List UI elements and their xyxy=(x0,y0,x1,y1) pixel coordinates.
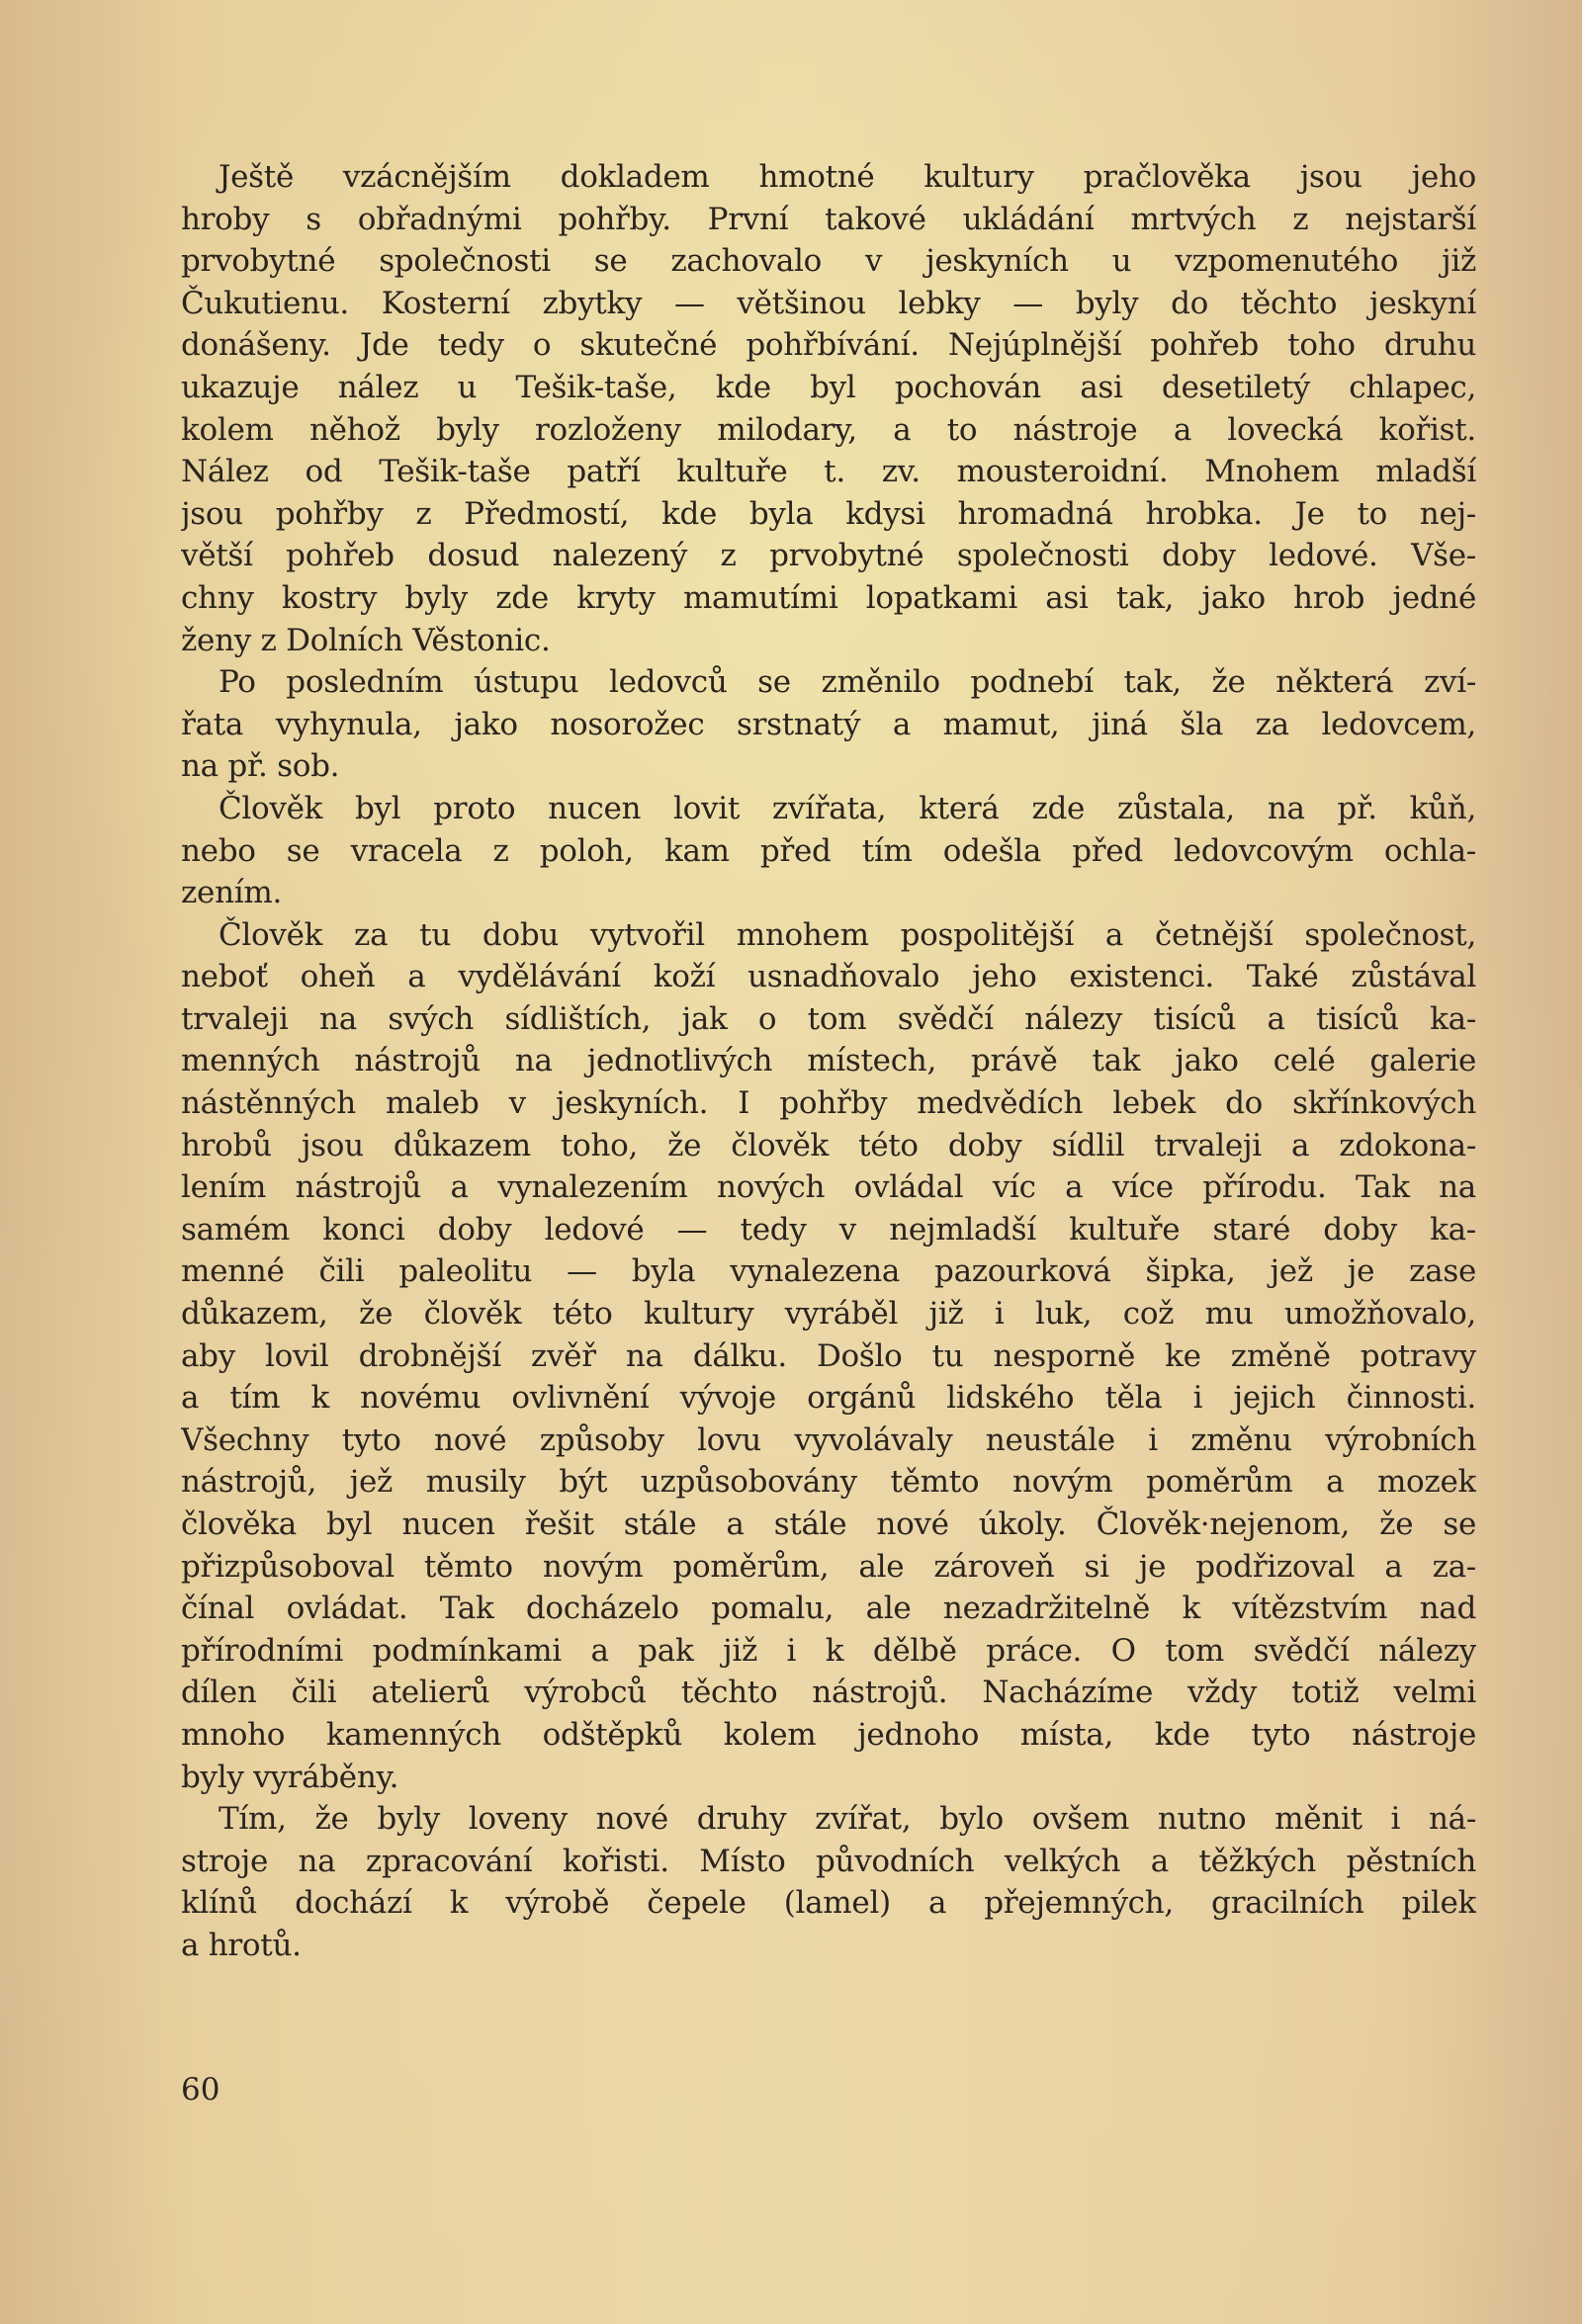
text-line: prvobytné společnosti se zachovalo v jeskyních u vzpomenutého již xyxy=(181,243,1476,280)
text-line: neboť oheň a vydělávání koží usnadňovalo jeho existenci. Také zůstával xyxy=(181,959,1476,995)
paragraph xyxy=(181,914,1476,1798)
text-line: byly vyráběny. xyxy=(181,1759,399,1795)
text-line: kolem něhož byly rozloženy milodary, a to nástroje a lovecká kořist. xyxy=(181,411,1476,448)
text-line: jsou pohřby z Předmostí, kde byla kdysi hromadná hrobka. Je to nej- xyxy=(181,495,1476,532)
text-line: aby lovil drobnější zvěř na dálku. Došlo tu nesporně ke změně potravy xyxy=(181,1337,1476,1374)
text-line: ukazuje nález u Tešik-taše, kde byl pochován asi desetiletý chlapec, xyxy=(181,369,1476,405)
text-line: klínů dochází k výrobě čepele (lamel) a přejemných, gracilních pilek xyxy=(181,1885,1476,1922)
text-line: nástrojů, jež musily být uzpůsobovány těmto novým poměrům a mozek xyxy=(181,1464,1476,1501)
text-line: Člověk byl proto nucen lovit zvířata, která zde zůstala, na př. kůň, xyxy=(219,790,1476,826)
text-line: řata vyhynula, jako nosorožec srstnatý a mamut, jiná šla za ledovcem, xyxy=(181,706,1476,742)
text-line: přírodními podmínkami a pak již i k dělbě práce. O tom svědčí nálezy xyxy=(181,1632,1476,1669)
text-line: Ještě vzácnějším dokladem hmotné kultury pračlověka jsou jeho xyxy=(219,159,1476,195)
text-line: stroje na zpracování kořisti. Místo původních velkých a těžkých pěstních xyxy=(181,1843,1476,1879)
text-line: trvaleji na svých sídlištích, jak o tom svědčí nálezy tisíců a tisíců ka- xyxy=(181,1000,1476,1037)
text-line: Tím, že byly loveny nové druhy zvířat, bylo ovšem nutno měnit i ná- xyxy=(219,1801,1476,1838)
paragraph xyxy=(181,156,1476,661)
text-line: menné čili paleolitu — byla vynalezena pazourková šipka, jež je zase xyxy=(181,1253,1476,1290)
text-line: důkazem, že člověk této kultury vyráběl již i luk, což mu umožňovalo, xyxy=(181,1296,1476,1333)
text-line: mnoho kamenných odštěpků kolem jednoho místa, kde tyto nástroje xyxy=(181,1716,1476,1753)
text-line: větší pohřeb dosud nalezený z prvobytné společnosti doby ledové. Vše- xyxy=(181,538,1476,574)
text-line: chny kostry byly zde kryty mamutími lopatkami asi tak, jako hrob jedné xyxy=(181,579,1476,616)
page-number: 60 xyxy=(181,2072,220,2108)
text-line: ženy z Dolních Věstonic. xyxy=(181,622,551,658)
text-line: menných nástrojů na jednotlivých místech, právě tak jako celé galerie xyxy=(181,1043,1476,1079)
text-line: samém konci doby ledové — tedy v nejmladší kultuře staré doby ka- xyxy=(181,1211,1476,1248)
paragraph xyxy=(181,661,1476,788)
text-line: Po posledním ústupu ledovců se změnilo podnebí tak, že některá zví- xyxy=(219,664,1476,701)
text-line: a hrotů. xyxy=(181,1927,302,1963)
text-line: na př. sob. xyxy=(181,748,340,785)
paragraph xyxy=(181,788,1476,914)
paragraph xyxy=(181,1798,1476,1966)
text-line: dílen čili atelierů výrobců těchto nástrojů. Nacházíme vždy totiž velmi xyxy=(181,1675,1476,1711)
text-line: nebo se vracela z poloh, kam před tím odešla před ledovcovým ochla- xyxy=(181,832,1476,869)
text-line: hroby s obřadnými pohřby. První takové ukládání mrtvých z nejstarší xyxy=(181,201,1476,237)
body-text xyxy=(181,156,1476,1967)
text-line: hrobů jsou důkazem toho, že člověk této doby sídlil trvaleji a zdokona- xyxy=(181,1127,1476,1163)
text-line: Čukutienu. Kosterní zbytky — většinou lebky — byly do těchto jeskyní xyxy=(181,285,1476,321)
text-line: nástěnných maleb v jeskyních. I pohřby medvědích lebek do skřínkových xyxy=(181,1085,1476,1122)
text-line: Nález od Tešik-taše patří kultuře t. zv. mousteroidní. Mnohem mladší xyxy=(181,454,1476,490)
text-line: zením. xyxy=(181,875,283,911)
text-line: člověka byl nucen řešit stále a stále nové úkoly. Člověk·nejenom, že se xyxy=(181,1506,1476,1542)
text-line: přizpůsoboval těmto novým poměrům, ale zároveň si je podřizoval a za- xyxy=(181,1548,1476,1585)
text-line: a tím k novému ovlivnění vývoje orgánů lidského těla i jejich činnosti. xyxy=(181,1380,1476,1417)
text-line: čínal ovládat. Tak docházelo pomalu, ale nezadržitelně k vítězstvím nad xyxy=(181,1591,1476,1627)
text-line: Všechny tyto nové způsoby lovu vyvolávaly neustále i změnu výrobních xyxy=(181,1421,1476,1458)
text-line: donášeny. Jde tedy o skutečné pohřbívání. Nejúplnější pohřeb toho druhu xyxy=(181,327,1476,364)
text-line: lením nástrojů a vynalezením nových ovládal víc a více přírodu. Tak na xyxy=(181,1169,1476,1206)
text-line: Člověk za tu dobu vytvořil mnohem pospolitější a četnější společnost, xyxy=(219,916,1476,953)
